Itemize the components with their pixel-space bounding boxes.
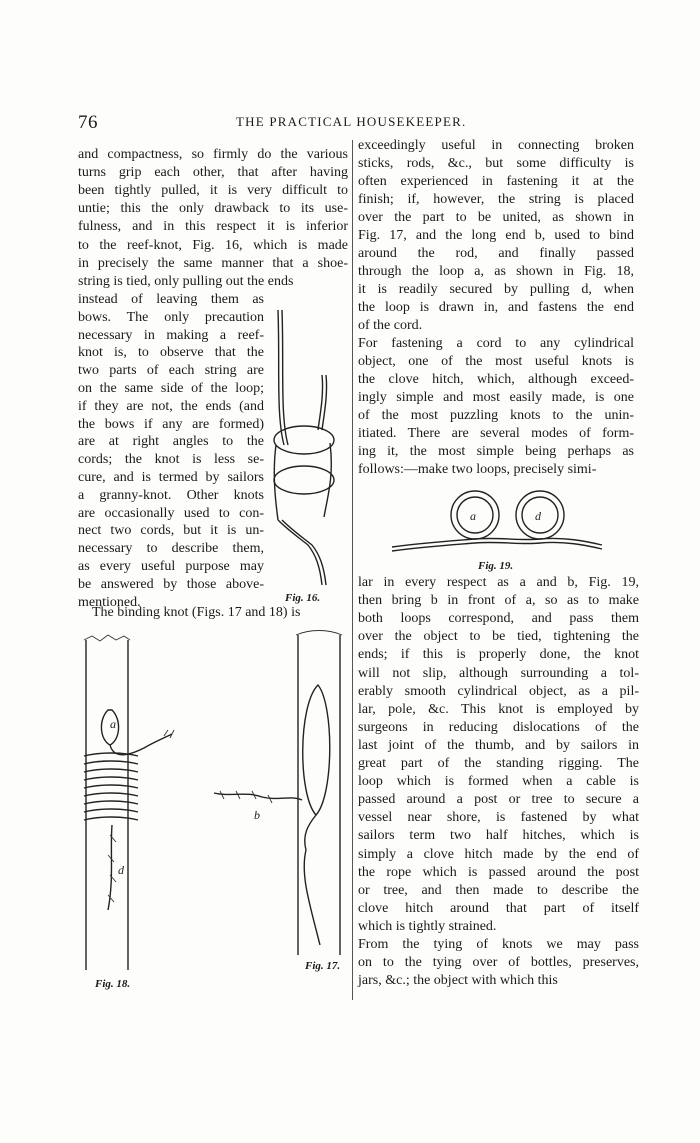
text-line: the clove hitch, which, although exceed- bbox=[358, 372, 634, 387]
text-line: of the most puzzling knots to the unin- bbox=[358, 408, 634, 423]
text-line: bows. The only precaution bbox=[78, 309, 264, 325]
text-line: Fig. 17, and the long end b, used to bind bbox=[358, 228, 634, 243]
text-line: string is tied, only pulling out the ends bbox=[78, 273, 294, 289]
fig18-label-d: d bbox=[118, 863, 124, 877]
text-line: the bows if any are formed) bbox=[78, 416, 264, 432]
text-line: in precisely the same manner that a shoe- bbox=[78, 255, 348, 271]
text-line: ends; if this is properly done, the knot bbox=[358, 647, 639, 663]
text-line: fulness, and in this respect it is inferior bbox=[78, 219, 348, 235]
text-line: untie; this the only drawback to its use- bbox=[78, 201, 348, 217]
text-line: ingly simple and most easily made, is one bbox=[358, 390, 634, 405]
text-line: both loops correspond, and pass them bbox=[358, 611, 639, 627]
text-line: will not slip, although surrounding a tol- bbox=[358, 665, 639, 681]
text-line: itiated. There are several modes of form- bbox=[358, 426, 634, 441]
text-line: are occasionally used to con- bbox=[78, 505, 264, 521]
fig19-caption: Fig. 19. bbox=[478, 560, 514, 572]
text-line: For fastening a cord to any cylindrical bbox=[358, 336, 634, 351]
text-line: of the cord. bbox=[358, 318, 423, 333]
text-line: great part of the standing rigging. The bbox=[358, 756, 639, 771]
text-line: last joint of the thumb, and by sailors in bbox=[358, 737, 639, 753]
fig17-binding-knot-illustration bbox=[210, 625, 345, 965]
fig19-label-d: d bbox=[535, 509, 541, 523]
text-line: and compactness, so firmly do the various bbox=[78, 147, 348, 162]
fig18-binding-knot-illustration bbox=[80, 630, 190, 980]
text-line: been tightly pulled, it is very difficult to bbox=[78, 183, 348, 199]
text-line: around the rod, and finally passed bbox=[358, 246, 634, 261]
fig19-label-a: a bbox=[470, 509, 476, 523]
text-line: the rope which is passed around the post bbox=[358, 864, 639, 880]
text-line: mentioned. bbox=[78, 594, 141, 610]
text-line: lar, pole, &c. This knot is employed by bbox=[358, 701, 639, 717]
fig18-label-a: a bbox=[110, 717, 116, 731]
text-line: it is readily secured by pulling d, when bbox=[358, 282, 634, 297]
text-line: necessary to describe them, bbox=[78, 541, 264, 557]
text-line: over the part to be united, as shown in bbox=[358, 210, 634, 225]
text-line: clove hitch around that part of itself bbox=[358, 900, 639, 916]
text-line: then bring b in front of a, so as to make bbox=[358, 593, 639, 609]
text-line: follows:—make two loops, precisely simi- bbox=[358, 462, 597, 477]
text-line: on the same side of the loop; bbox=[78, 381, 264, 396]
text-line: nect two cords, but it is un- bbox=[78, 523, 264, 539]
text-line: lar in every respect as a and b, Fig. 19, bbox=[358, 575, 639, 590]
text-line: which is tightly strained. bbox=[358, 918, 497, 934]
text-line: knot is, to observe that the bbox=[78, 345, 264, 361]
text-line: From the tying of knots we may pass bbox=[358, 937, 639, 952]
running-title: THE PRACTICAL HOUSEKEEPER. bbox=[236, 114, 467, 129]
binding-knot-line: The binding knot (Figs. 17 and 18) is bbox=[92, 605, 301, 620]
text-line: vessel near shore, is fastened by what bbox=[358, 810, 639, 826]
text-line: over the object to be tied, tightening the bbox=[358, 629, 639, 645]
text-line: two parts of each string are bbox=[78, 363, 264, 379]
text-line: cure, and is termed by sailors bbox=[78, 470, 264, 485]
text-line: exceedingly useful in connecting broken bbox=[358, 138, 634, 153]
text-line: surgeons in reducing dislocations of the bbox=[358, 719, 639, 735]
text-line: the loop is drawn in, and fastens the end bbox=[358, 300, 634, 315]
text-line: ing it, the most simple being perhaps as bbox=[358, 444, 634, 459]
text-line: on to the tying over of bottles, preserves, bbox=[358, 955, 639, 971]
text-line: if they are not, the ends (and bbox=[78, 398, 264, 414]
text-line: instead of leaving them as bbox=[78, 292, 264, 307]
fig17-caption: Fig. 17. bbox=[305, 960, 341, 972]
column-rule bbox=[352, 140, 353, 1000]
text-line: jars, &c.; the object with which this bbox=[358, 973, 558, 989]
text-line: often experienced in fastening it at the bbox=[358, 174, 634, 189]
text-line: loop which is formed when a cable is bbox=[358, 774, 639, 790]
fig16-reef-knot-illustration bbox=[262, 305, 352, 590]
fig18-caption: Fig. 18. bbox=[95, 978, 131, 990]
text-line: as every useful purpose may bbox=[78, 559, 264, 574]
text-line: are at right angles to the bbox=[78, 434, 264, 450]
text-line: passed around a post or tree to secure a bbox=[358, 792, 639, 808]
fig17-label-b: b bbox=[254, 808, 260, 822]
text-line: be answered by those above- bbox=[78, 576, 264, 592]
text-line: a granny-knot. Other knots bbox=[78, 487, 264, 503]
text-line: object, one of the most useful knots is bbox=[358, 354, 634, 369]
text-line: turns grip each other, that after having bbox=[78, 165, 348, 181]
page-number: 76 bbox=[78, 112, 98, 133]
text-line: or tree, and then made to describe the bbox=[358, 882, 639, 898]
fig19-clove-hitch-illustration bbox=[390, 485, 605, 565]
text-line: cords; the knot is less se- bbox=[78, 452, 264, 468]
text-line: finish; if, however, the string is placed bbox=[358, 192, 634, 207]
text-line: to the reef-knot, Fig. 16, which is made bbox=[78, 237, 348, 253]
fig16-caption: Fig. 16. bbox=[285, 592, 321, 604]
text-line: erably smooth cylindrical object, as a pil- bbox=[358, 683, 639, 699]
text-line: simply a clove hitch made by the end of bbox=[358, 846, 639, 862]
text-line: sticks, rods, &c., but some difficulty is bbox=[358, 156, 634, 171]
text-line: sailors term two half hitches, which is bbox=[358, 828, 639, 844]
text-line: necessary in making a reef- bbox=[78, 327, 264, 343]
text-line: through the loop a, as shown in Fig. 18, bbox=[358, 264, 634, 279]
